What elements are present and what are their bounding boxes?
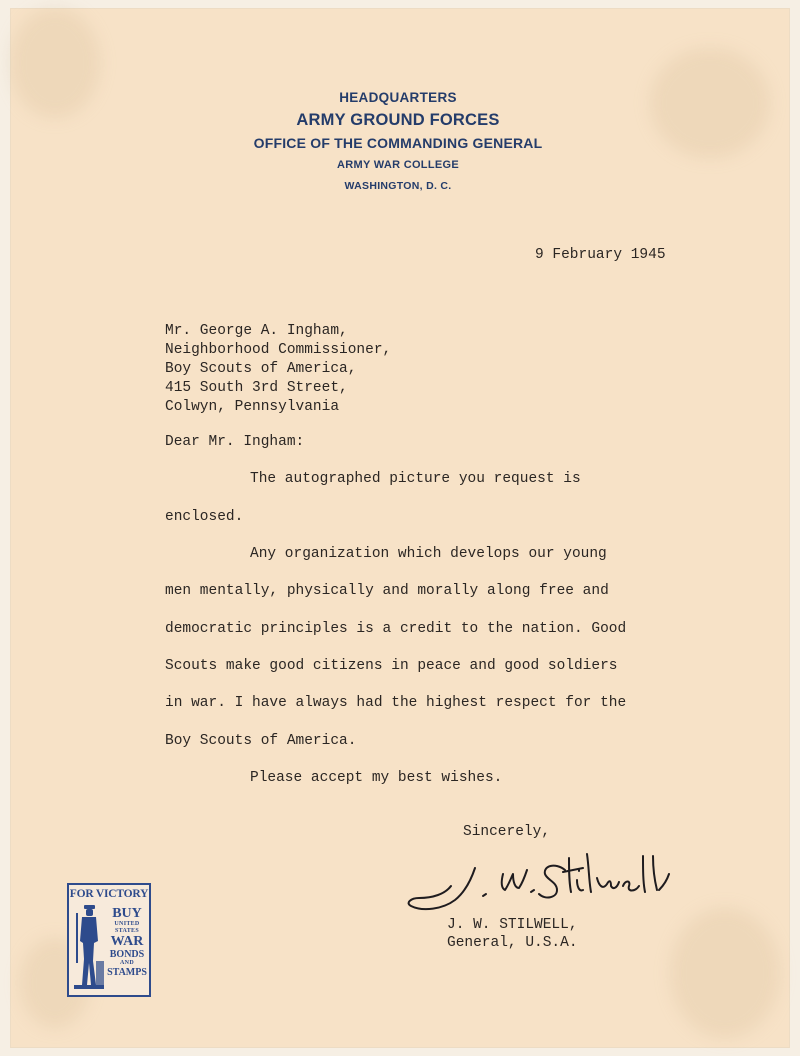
body-line: enclosed.: [165, 509, 244, 525]
recipient-organization: Boy Scouts of America,: [165, 361, 357, 377]
letterhead-location: WASHINGTON, D. C.: [344, 180, 452, 192]
signer-title: General, U.S.A.: [447, 935, 578, 951]
closing: Sincerely,: [463, 824, 551, 840]
letterhead-army-ground-forces: ARMY GROUND FORCES: [296, 111, 500, 129]
stamp-united: UNITED: [114, 921, 140, 927]
recipient-address: [165, 322, 391, 417]
paper-stain: [670, 908, 780, 1038]
stamp-text: [105, 907, 149, 978]
stamp-bonds: BONDS: [109, 949, 145, 960]
stamp-stamps: STAMPS: [107, 967, 147, 978]
recipient-city: Colwyn, Pennsylvania: [165, 399, 340, 415]
letterhead-headquarters: HEADQUARTERS: [339, 90, 457, 105]
body-line: Scouts make good citizens in peace and good soldiers: [165, 658, 618, 674]
body-line: Please accept my best wishes.: [250, 770, 503, 786]
signature-text: J. W. Stilwell: [405, 848, 411, 849]
handwritten-signature: [405, 848, 695, 920]
body-line: Any organization which develops our young: [250, 546, 607, 562]
stamp-war: WAR: [110, 934, 144, 949]
stamp-states: STATES: [115, 928, 139, 934]
recipient-name: Mr. George A. Ingham,: [165, 323, 348, 339]
recipient-street: 415 South 3rd Street,: [165, 380, 348, 396]
stamp-for-victory: FOR VICTORY: [69, 888, 149, 900]
salutation: Dear Mr. Ingham:: [165, 434, 305, 450]
body-line: The autographed picture you request is: [250, 471, 581, 487]
body-line: democratic principles is a credit to the nation. Good: [165, 621, 627, 637]
war-bonds-stamp: [67, 883, 151, 997]
stamp-buy: BUY: [112, 906, 142, 921]
minuteman-figure-icon: [72, 901, 106, 993]
letterhead-office: OFFICE OF THE COMMANDING GENERAL: [253, 135, 543, 151]
letterhead-war-college: ARMY WAR COLLEGE: [337, 159, 459, 171]
letter-date: 9 February 1945: [535, 247, 666, 263]
body-line: Boy Scouts of America.: [165, 733, 357, 749]
stamp-and: AND: [120, 960, 134, 966]
body-line: men mentally, physically and morally along free and: [165, 583, 609, 599]
body-line: in war. I have always had the highest respect for the: [165, 695, 627, 711]
recipient-title: Neighborhood Commissioner,: [165, 342, 392, 358]
letterhead: [0, 88, 796, 196]
signer-name: J. W. STILWELL,: [447, 917, 578, 933]
